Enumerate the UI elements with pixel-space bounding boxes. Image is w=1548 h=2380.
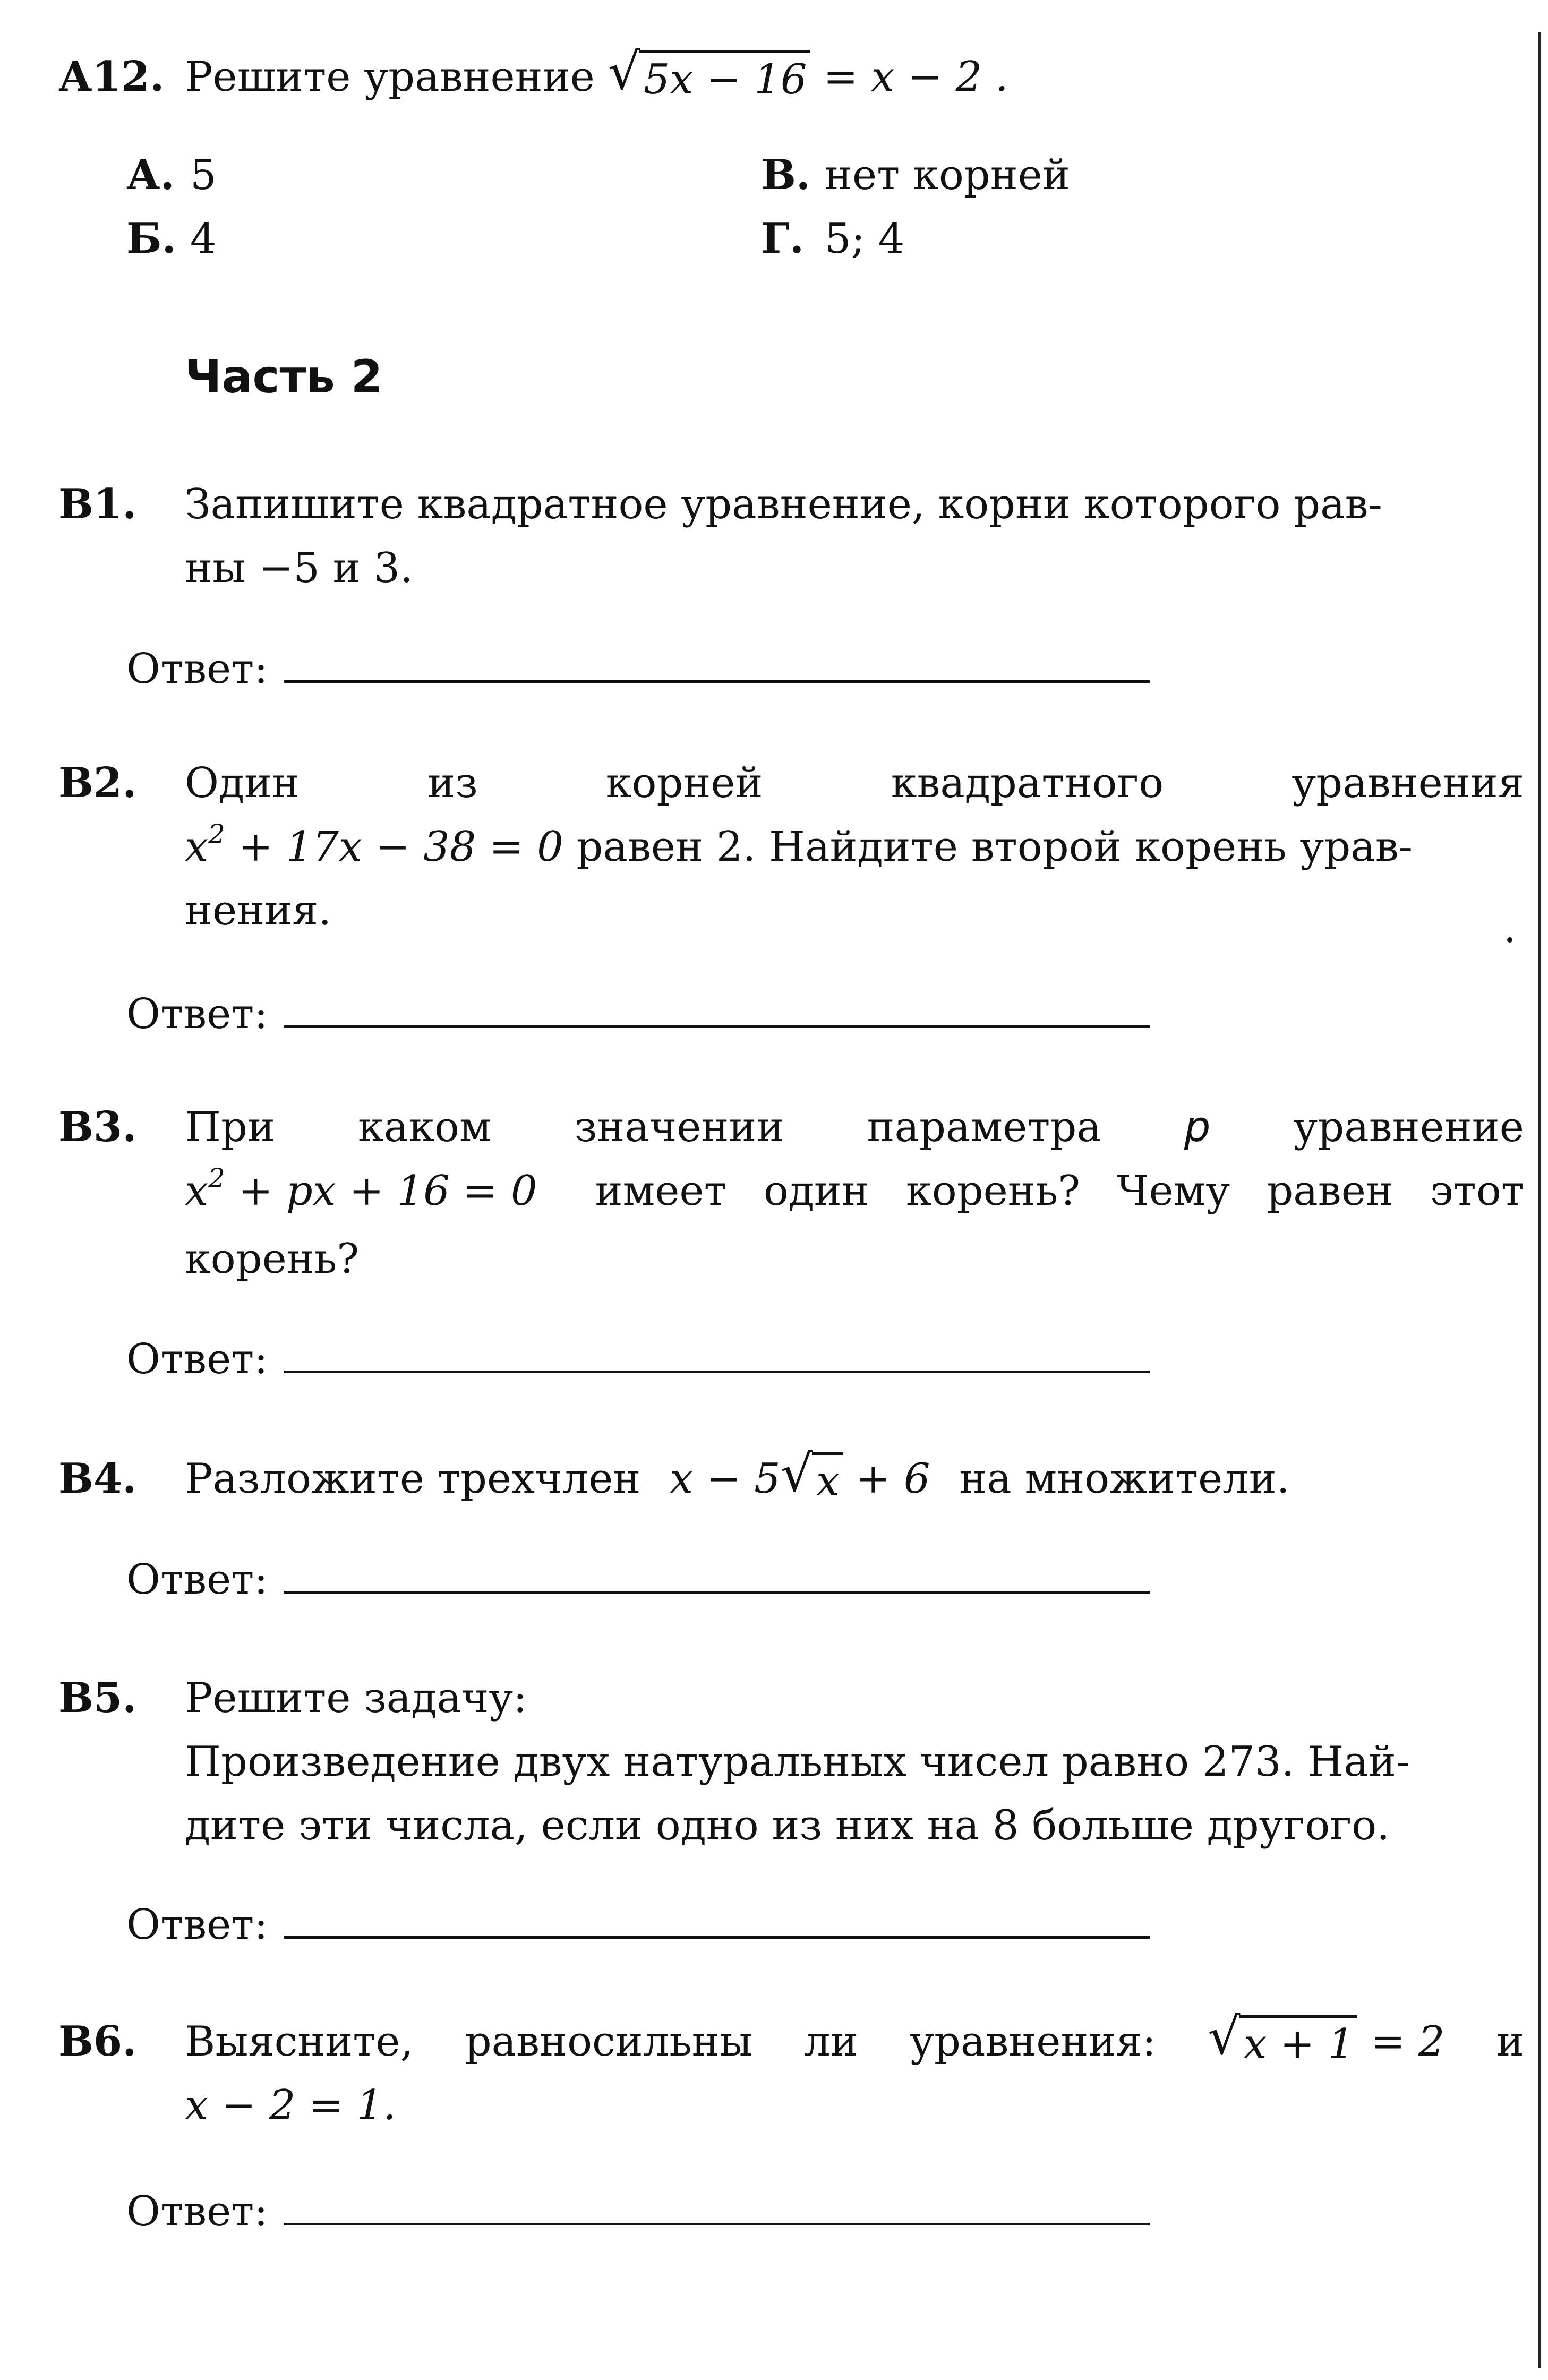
answer-field[interactable]: [284, 1903, 1150, 1939]
part-title: Часть 2: [185, 350, 383, 404]
answer-field[interactable]: [284, 2190, 1150, 2225]
problem-text: на множители.: [959, 1455, 1290, 1503]
problem-number: В1.: [58, 480, 137, 528]
option-a[interactable]: А. 5: [126, 151, 217, 199]
problem-text: нения.: [185, 887, 332, 935]
equation: √ x + 1 = 2: [1208, 2010, 1444, 2074]
answer-label: Ответ:: [126, 990, 268, 1038]
answer-b5: [126, 1893, 1150, 1957]
answer-options: [126, 143, 1401, 281]
problem-number: А12.: [58, 53, 165, 101]
answer-field[interactable]: [284, 1338, 1150, 1373]
problem-text: Решите задачу:: [185, 1674, 527, 1722]
option-g[interactable]: Г. 5; 4: [761, 215, 905, 263]
problem-text: Запишите квадратное уравнение, корни которого рав-: [185, 481, 1382, 528]
problem-text: Решите уравнение: [185, 53, 595, 101]
sqrt-expression: √ 5x − 16: [608, 45, 810, 106]
equation: $x^2$ + px + 16 = 0: [185, 1163, 537, 1215]
answer-field[interactable]: [284, 1558, 1150, 1594]
problem-text: $x^2 + 17x - 38 = 0$ равен 2. Найдите второй корень урав-: [185, 819, 1413, 871]
answer-b4: [126, 1548, 1150, 1612]
answer-b2: [126, 982, 1150, 1046]
problem-number: В2.: [58, 759, 137, 807]
option-v[interactable]: В. нет корней: [761, 151, 1070, 199]
answer-b6: [126, 2180, 1150, 2244]
problem-text: Один из корней квадратного уравнения: [185, 759, 1524, 807]
answer-b3: [126, 1328, 1150, 1391]
equation: $x^2 + 17x - 38 = 0$: [185, 819, 563, 871]
answer-b1: [126, 637, 1150, 701]
problem-text: Разложите трехчлен: [185, 1455, 641, 1503]
problem-number: В6.: [58, 2017, 137, 2066]
problem-number: В5.: [58, 1674, 137, 1722]
problem-number: В3.: [58, 1103, 137, 1151]
answer-field[interactable]: [284, 992, 1150, 1028]
problem-text: $x^2$ + px + 16 = 0 имеет один корень? Чему равен этот: [185, 1159, 1524, 1223]
speck: [1507, 937, 1512, 943]
option-b[interactable]: Б. 4: [126, 215, 217, 263]
problem-text: Выясните, равносильны ли уравнения: √ x + 1 = 2 и: [185, 2010, 1524, 2074]
answer-field[interactable]: [284, 647, 1150, 683]
answer-label: Ответ:: [126, 1901, 268, 1949]
problem-text: Произведение двух натуральных чисел равно 273. Най-: [185, 1738, 1410, 1786]
equation-rhs: = x − 2 .: [810, 53, 1008, 101]
problem-text: При каком значении параметра p уравнение: [185, 1103, 1524, 1151]
answer-label: Ответ:: [126, 1556, 268, 1604]
answer-label: Ответ:: [126, 1335, 268, 1383]
page-edge-rule: [1538, 32, 1541, 2368]
problem-text: корень?: [185, 1235, 360, 1283]
expression: x − 5 √ x + 6: [670, 1455, 930, 1503]
answer-label: Ответ:: [126, 2188, 268, 2236]
problem-text: ны −5 и 3.: [185, 544, 413, 592]
problem-text: дите эти числа, если одно из них на 8 больше другого.: [185, 1802, 1390, 1850]
equation: x − 2 = 1.: [185, 2082, 396, 2129]
answer-label: Ответ:: [126, 645, 268, 693]
problem-number: В4.: [58, 1454, 137, 1503]
